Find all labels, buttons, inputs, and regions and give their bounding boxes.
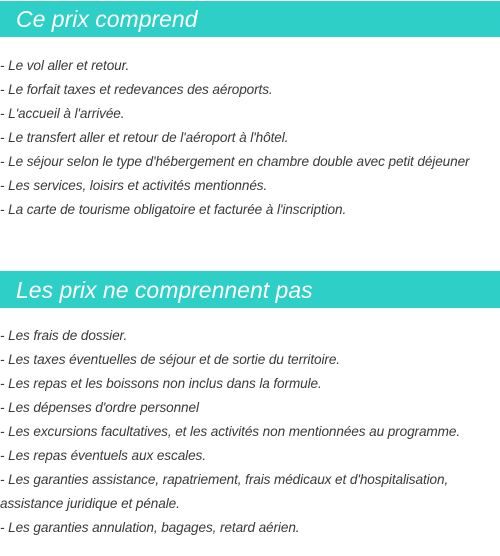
list-item: - Les repas et les boissons non inclus dans la formule. (0, 376, 322, 391)
list-item: - Le vol aller et retour. (0, 58, 130, 73)
list-item: - Le séjour selon le type d'hébergement en chambre double avec petit déjeuner (0, 154, 470, 169)
list-item: - Les excursions facultatives, et les activités non mentionnées au programme. (0, 424, 461, 439)
included-section-title: Ce prix comprend (0, 1, 500, 37)
list-item: - Les dépenses d'ordre personnel (0, 400, 199, 415)
list-item: - Les garanties annulation, bagages, retard aérien. (0, 520, 300, 535)
list-item: - Les garanties assistance, rapatriement, frais médicaux et d'hospitalisation, assistance juridique et pénale. (0, 472, 449, 511)
list-item: - Le transfert aller et retour de l'aéroport à l'hôtel. (0, 130, 289, 145)
list-item: - Les services, loisirs et activités mentionnés. (0, 178, 268, 193)
list-item: - Les frais de dossier. (0, 328, 128, 343)
excluded-list (0, 324, 500, 540)
included-list (0, 54, 500, 222)
list-item: - L'accueil à l'arrivée. (0, 106, 125, 121)
list-item: - Le forfait taxes et redevances des aéroports. (0, 82, 273, 97)
list-item: - Les taxes éventuelles de séjour et de sortie du territoire. (0, 352, 340, 367)
list-item: - La carte de tourisme obligatoire et facturée à l'inscription. (0, 202, 347, 217)
list-item: - Les repas éventuels aux escales. (0, 448, 206, 463)
excluded-section-title: Les prix ne comprennent pas (0, 271, 500, 308)
